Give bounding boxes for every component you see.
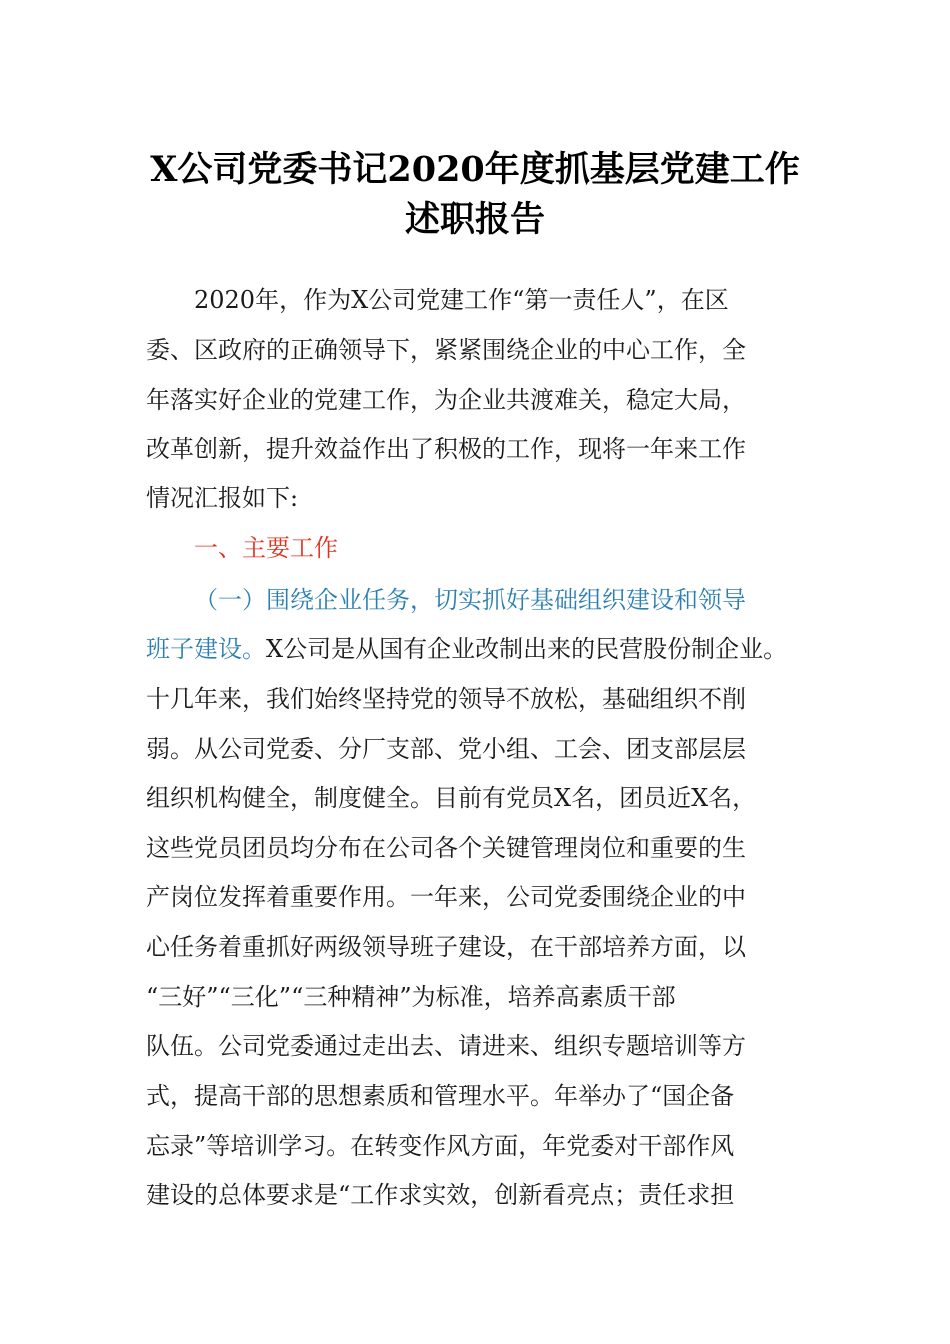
body-line: 组织机构健全，制度健全。目前有党员X名，团员近X名， — [146, 784, 757, 812]
subsection-title: （一）围绕企业任务，切实抓好基础组织建设和领导 — [194, 586, 746, 614]
body-line: 十几年来，我们始终坚持党的领导不放松，基础组织不削 — [146, 685, 746, 713]
subsection-first-line — [146, 634, 787, 664]
body-line: 队伍。公司党委通过走出去、请进来、组织专题培训等方 — [146, 1032, 746, 1060]
body-line: 心任务着重抓好两级领导班子建设，在干部培养方面，以 — [146, 933, 746, 961]
body-line: 产岗位发挥着重要作用。一年来，公司党委围绕企业的中 — [146, 883, 746, 911]
body-text: X公司是从国有企业改制出来的民营股份制企业。 — [266, 635, 788, 663]
body-line: “三好”“三化”“三种精神”为标准，培养高素质干部 — [146, 983, 676, 1011]
subsection-title-end: 班子建设。 — [146, 635, 266, 663]
intro-line: 2020年，作为X公司党建工作“第一责任人”，在区 — [194, 286, 729, 314]
intro-line: 改革创新，提升效益作出了积极的工作，现将一年来工作 — [146, 435, 746, 463]
body-line: 弱。从公司党委、分厂支部、党小组、工会、团支部层层 — [146, 735, 746, 763]
intro-line: 情况汇报如下: — [146, 484, 299, 512]
section-heading: 一、主要工作 — [194, 534, 338, 562]
intro-line: 年落实好企业的党建工作，为企业共渡难关，稳定大局， — [146, 386, 746, 414]
body-line: 忘录”等培训学习。在转变作风方面，年党委对干部作风 — [146, 1132, 735, 1160]
body-line: 建设的总体要求是“工作求实效，创新看亮点；责任求担 — [146, 1181, 735, 1209]
intro-line: 委、区政府的正确领导下，紧紧围绕企业的中心工作，全 — [146, 336, 746, 364]
body-line: 式，提高干部的思想素质和管理水平。年举办了“国企备 — [146, 1082, 735, 1110]
body-line: 这些党员团员均分布在公司各个关键管理岗位和重要的生 — [146, 834, 746, 862]
document-title-line-1: X公司党委书记2020年度抓基层党建工作 — [150, 149, 800, 190]
document-title-line-2: 述职报告 — [404, 199, 545, 240]
